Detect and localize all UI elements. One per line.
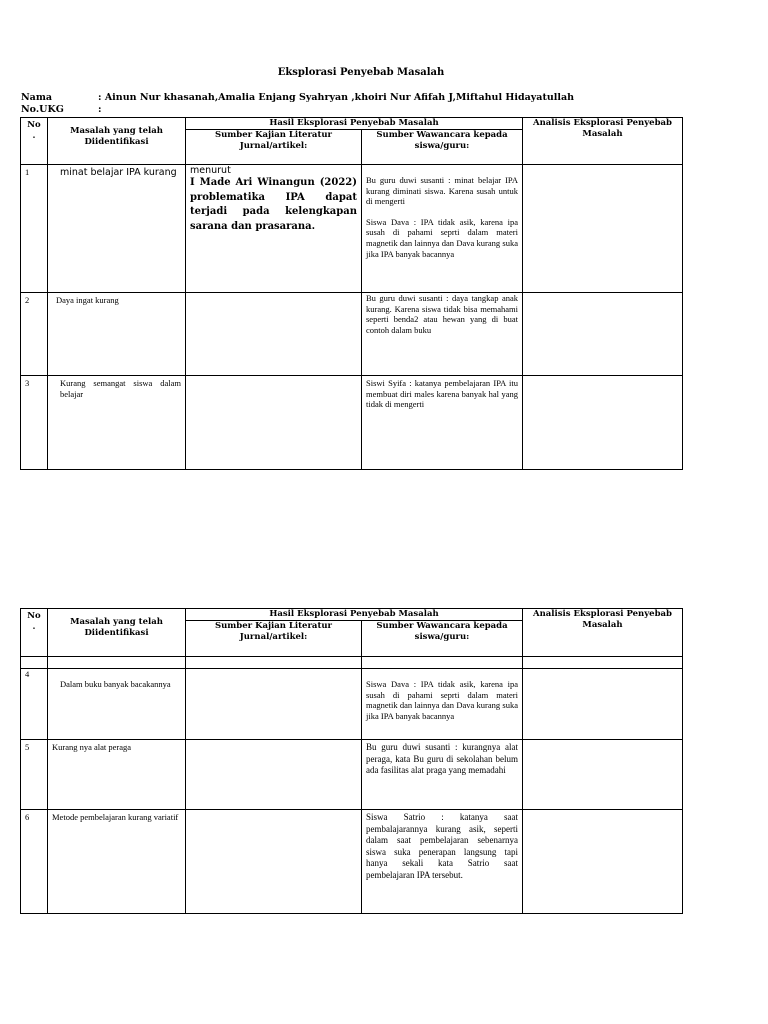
- row-kajian: [186, 376, 362, 470]
- header-analisis: Analisis Eksplorasi Penyebab Masalah: [523, 609, 683, 657]
- table-row: [21, 293, 683, 376]
- wawancara-guru: Bu guru duwi susanti : minat belajar IPA kurang diminati siswa. Karena susah untuk di mengerti: [366, 175, 518, 207]
- ukg-label: No.UKG: [21, 104, 64, 115]
- header-no: No .: [21, 609, 48, 657]
- header-hasil: Hasil Eksplorasi Penyebab Masalah: [186, 609, 523, 621]
- header-hasil: Hasil Eksplorasi Penyebab Masalah: [186, 118, 523, 130]
- wawancara-siswa: Siswa Dava : IPA tidak asik, karena ipa susah di pahami seprti dalam materi magnetik dan lainnya dan Dava kurang suka jika IPA banyak bacannya: [366, 216, 518, 259]
- header-analisis: Analisis Eksplorasi Penyebab Masalah: [523, 118, 683, 165]
- nama-value: : Ainun Nur khasanah,Amalia Enjang Syahryan ,khoiri Nur Afifah J,Miftahul Hidayatullah: [98, 92, 575, 103]
- row-kajian: [186, 740, 362, 810]
- row-kajian: [186, 165, 362, 293]
- row-masalah: Metode pembelajaran kurang variatif: [48, 810, 186, 914]
- table-row: [21, 740, 683, 810]
- row-wawancara: Bu guru duwi susanti : daya tangkap anak kurang. Karena siswa tidak bisa memahami seperti benda2 atau hewan yang di buat contoh dalam buku: [362, 293, 523, 376]
- row-masalah: Kurang semangat siswa dalam belajar: [48, 376, 186, 470]
- row-analisis: [523, 810, 683, 914]
- header-kajian: Sumber Kajian Literatur Jurnal/artikel:: [186, 130, 362, 165]
- kajian-intro: menurut: [190, 165, 231, 176]
- row-no: 4: [21, 669, 48, 740]
- row-no: 2: [21, 293, 48, 376]
- row-analisis: [523, 165, 683, 293]
- ukg-line: [21, 104, 102, 115]
- row-kajian: [186, 810, 362, 914]
- row-wawancara: Bu guru duwi susanti : kurangnya alat peraga, kata Bu guru di sekolahan belum ada fasilitas alat praga yang memadahi: [362, 740, 523, 810]
- exploration-table-1: [20, 117, 683, 470]
- table-row: [21, 165, 683, 293]
- row-no: 5: [21, 740, 48, 810]
- row-analisis: [523, 376, 683, 470]
- row-analisis: [523, 740, 683, 810]
- header-no: No .: [21, 118, 48, 165]
- spacer-row: [21, 657, 683, 669]
- nama-label: Nama: [21, 92, 53, 103]
- header-kajian: Sumber Kajian Literatur Jurnal/artikel:: [186, 621, 362, 657]
- table-row: [21, 376, 683, 470]
- ukg-value: :: [98, 104, 102, 115]
- row-wawancara: Siswi Syifa : katanya pembelajaran IPA itu membuat diri males karena banyak hal yang tidak di mengerti: [362, 376, 523, 470]
- kajian-text: I Made Ari Winangun (2022) problematika IPA dapat terjadi pada kelengkapan sarana dan prasarana.: [190, 177, 357, 232]
- row-wawancara: Siswa Dava : IPA tidak asik, karena ipa susah di pahami seprti dalam materi magnetik dan lainnya dan Dava kurang suka jika IPA banyak bacannya: [362, 669, 523, 740]
- table-row: [21, 669, 683, 740]
- row-analisis: [523, 669, 683, 740]
- exploration-table-2: [20, 608, 683, 914]
- row-wawancara: [362, 165, 523, 293]
- header-wawancara: Sumber Wawancara kepada siswa/guru:: [362, 130, 523, 165]
- nama-line: [21, 92, 574, 103]
- row-masalah: minat belajar IPA kurang: [48, 165, 186, 293]
- row-analisis: [523, 293, 683, 376]
- table-row: [21, 810, 683, 914]
- header-masalah: Masalah yang telah Diidentifikasi: [48, 118, 186, 165]
- header-masalah: Masalah yang telah Diidentifikasi: [48, 609, 186, 657]
- row-wawancara: Siswa Satrio : katanya saat pembalajarannya kurang asik, seperti dalam saat pembelajaran sebenarnya siswa suka penerapan langsung tapi hanya sekali kata Satrio saat pembelajaran IPA tersebut.: [362, 810, 523, 914]
- row-no: 3: [21, 376, 48, 470]
- row-masalah: Daya ingat kurang: [48, 293, 186, 376]
- row-masalah: Kurang nya alat peraga: [48, 740, 186, 810]
- row-no: 6: [21, 810, 48, 914]
- row-kajian: [186, 669, 362, 740]
- document-title: Eksplorasi Penyebab Masalah: [277, 67, 445, 78]
- row-no: 1: [21, 165, 48, 293]
- header-wawancara: Sumber Wawancara kepada siswa/guru:: [362, 621, 523, 657]
- row-kajian: [186, 293, 362, 376]
- row-masalah: Dalam buku banyak bacakannya: [48, 669, 186, 740]
